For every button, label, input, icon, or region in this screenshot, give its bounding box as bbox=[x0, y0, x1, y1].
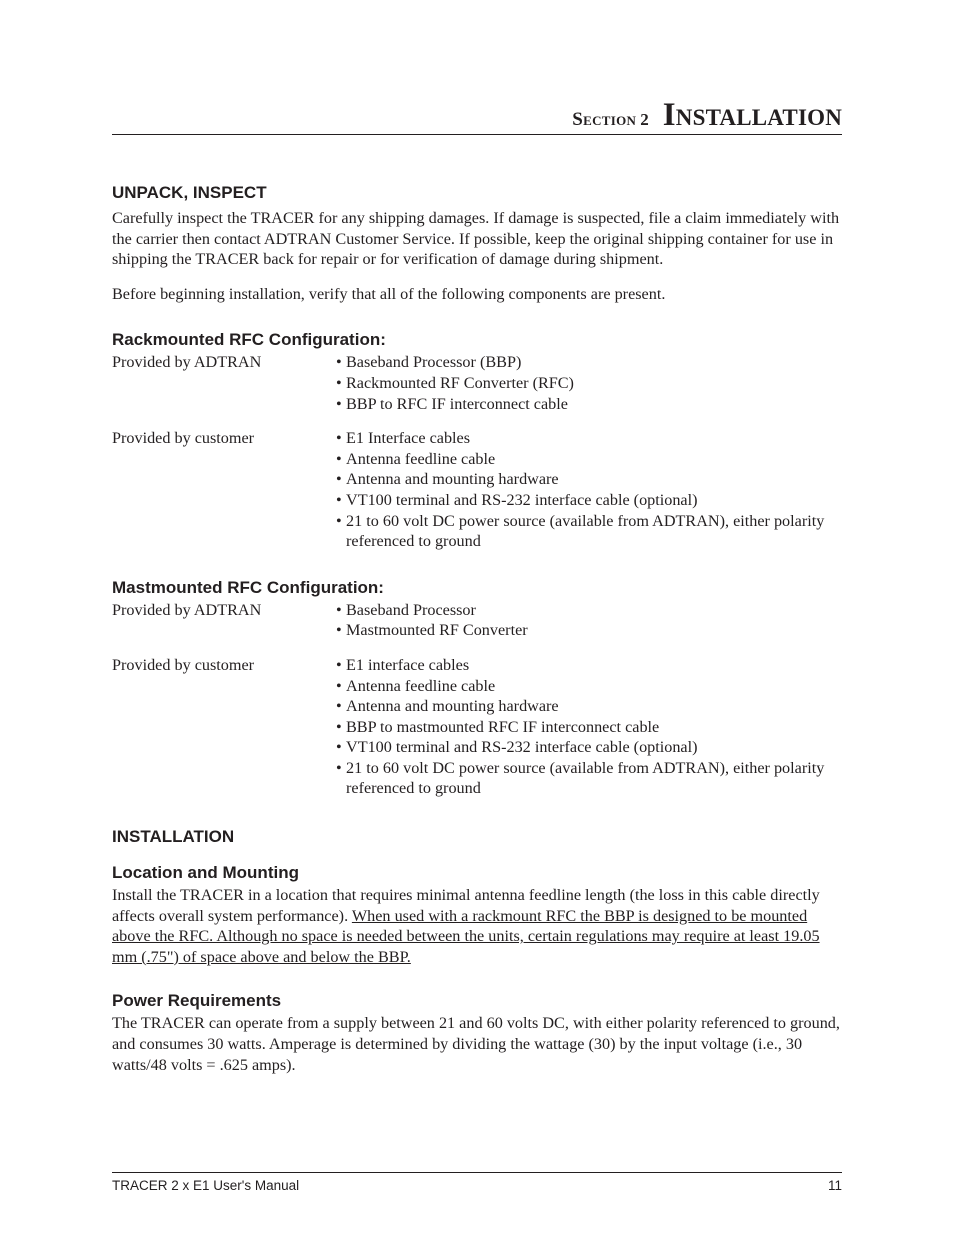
bullet-icon: • bbox=[336, 655, 342, 674]
list-item-text: Mastmounted RF Converter bbox=[346, 621, 528, 640]
bullet-icon: • bbox=[336, 511, 342, 530]
bullet-icon: • bbox=[336, 470, 342, 489]
bullet-icon: • bbox=[336, 449, 342, 468]
location-regulation-note: When used with a rackmount RFC the BBP is designed to be mounted above the RFC. Although no space is needed between the units, certain regulations may require at least 19.05 mm (.75") of space above and below the BBP. bbox=[112, 906, 820, 966]
list-item bbox=[336, 737, 842, 758]
location-paragraph bbox=[112, 885, 842, 967]
mastmounted-adtran-row bbox=[112, 600, 842, 641]
list-item-text: BBP to RFC IF interconnect cable bbox=[346, 394, 568, 413]
rackmounted-heading: Rackmounted RFC Configuration: bbox=[112, 330, 386, 350]
list-item bbox=[336, 600, 842, 621]
list-item-text: Baseband Processor bbox=[346, 600, 476, 619]
list-item-text: E1 interface cables bbox=[346, 655, 470, 674]
bullet-icon: • bbox=[336, 697, 342, 716]
location-text: Install the TRACER in a location that requires minimal antenna feedline length (the loss in this cable directly affects overall system performance). bbox=[112, 886, 820, 925]
list-item bbox=[336, 394, 842, 415]
location-heading: Location and Mounting bbox=[112, 863, 299, 883]
power-paragraph: The TRACER can operate from a supply between 21 and 60 volts DC, with either polarity referenced to ground, and consumes 30 watts. Amperage is determined by dividing the wattage (30) by the input voltage (i.e., 30 watts/48 volts = .625 amps). bbox=[112, 1014, 840, 1074]
list-item-text: 21 to 60 volt DC power source (available from ADTRAN), either polarity referenced to ground bbox=[346, 511, 825, 551]
rackmounted-customer-row bbox=[112, 428, 842, 552]
section-label: Section bbox=[572, 109, 637, 130]
power-heading: Power Requirements bbox=[112, 991, 282, 1011]
mastmounted-customer-label: Provided by customer bbox=[112, 655, 255, 674]
list-item-text: Baseband Processor (BBP) bbox=[346, 353, 522, 372]
rackmounted-customer-label: Provided by customer bbox=[112, 429, 255, 448]
list-item bbox=[336, 490, 842, 511]
mastmounted-adtran-list bbox=[336, 600, 842, 641]
section-number: 2 bbox=[640, 110, 649, 129]
list-item-text: VT100 terminal and RS-232 interface cable (optional) bbox=[346, 490, 698, 509]
list-item bbox=[336, 620, 842, 641]
rackmounted-adtran-label: Provided by ADTRAN bbox=[112, 353, 262, 372]
mastmounted-heading: Mastmounted RFC Configuration: bbox=[112, 577, 384, 597]
rackmounted-adtran-list bbox=[336, 352, 842, 414]
footer-manual-title: TRACER 2 x E1 User's Manual bbox=[112, 1178, 300, 1193]
page-content bbox=[112, 181, 842, 1075]
list-item bbox=[336, 469, 842, 490]
bullet-icon: • bbox=[336, 621, 342, 640]
list-item-text: Antenna and mounting hardware bbox=[346, 470, 559, 489]
list-item bbox=[336, 352, 842, 373]
unpack-paragraph-1: Carefully inspect the TRACER for any shipping damages. If damage is suspected, file a claim immediately with the carrier then contact ADTRAN Customer Service. If possible, keep the original shipping container for use in shipping the TRACER back for repair or for verification of damage during shipment. bbox=[112, 209, 840, 269]
rackmounted-adtran-row bbox=[112, 352, 842, 414]
list-item-text: Antenna feedline cable bbox=[346, 676, 496, 695]
list-item-text: Antenna and mounting hardware bbox=[346, 697, 559, 716]
bullet-icon: • bbox=[336, 429, 342, 448]
list-item-text: Antenna feedline cable bbox=[346, 449, 496, 468]
list-item-text: E1 Interface cables bbox=[346, 429, 471, 448]
list-item bbox=[336, 428, 842, 449]
footer-divider bbox=[112, 1172, 842, 1173]
section-header bbox=[112, 98, 842, 138]
installation-heading: INSTALLATION bbox=[112, 827, 235, 847]
list-item bbox=[336, 373, 842, 394]
unpack-heading: UNPACK, INSPECT bbox=[112, 183, 267, 202]
list-item bbox=[336, 758, 842, 799]
list-item bbox=[336, 511, 842, 552]
bullet-icon: • bbox=[336, 758, 342, 777]
bullet-icon: • bbox=[336, 373, 342, 392]
list-item bbox=[336, 449, 842, 470]
page-footer bbox=[112, 1177, 842, 1195]
list-item-text: 21 to 60 volt DC power source (available from ADTRAN), either polarity referenced to ground bbox=[346, 758, 825, 798]
list-item-text: Rackmounted RF Converter (RFC) bbox=[346, 373, 574, 392]
mastmounted-customer-list bbox=[336, 655, 842, 799]
mastmounted-adtran-label: Provided by ADTRAN bbox=[112, 600, 262, 619]
header-divider bbox=[112, 134, 842, 135]
list-item-text: VT100 terminal and RS-232 interface cable (optional) bbox=[346, 738, 698, 757]
footer-page-number: 11 bbox=[827, 1178, 842, 1193]
bullet-icon: • bbox=[336, 490, 342, 509]
list-item bbox=[336, 676, 842, 697]
mastmounted-customer-row bbox=[112, 655, 842, 799]
list-item bbox=[336, 717, 842, 738]
bullet-icon: • bbox=[336, 717, 342, 736]
bullet-icon: • bbox=[336, 676, 342, 695]
unpack-paragraph-2: Before beginning installation, verify that all of the following components are present. bbox=[112, 284, 666, 303]
list-item bbox=[336, 696, 842, 717]
bullet-icon: • bbox=[336, 600, 342, 619]
rackmounted-customer-list bbox=[336, 428, 842, 552]
bullet-icon: • bbox=[336, 738, 342, 757]
section-title: Installation bbox=[662, 97, 842, 133]
list-item bbox=[336, 655, 842, 676]
list-item-text: BBP to mastmounted RFC IF interconnect cable bbox=[346, 717, 660, 736]
bullet-icon: • bbox=[336, 353, 342, 372]
bullet-icon: • bbox=[336, 394, 342, 413]
